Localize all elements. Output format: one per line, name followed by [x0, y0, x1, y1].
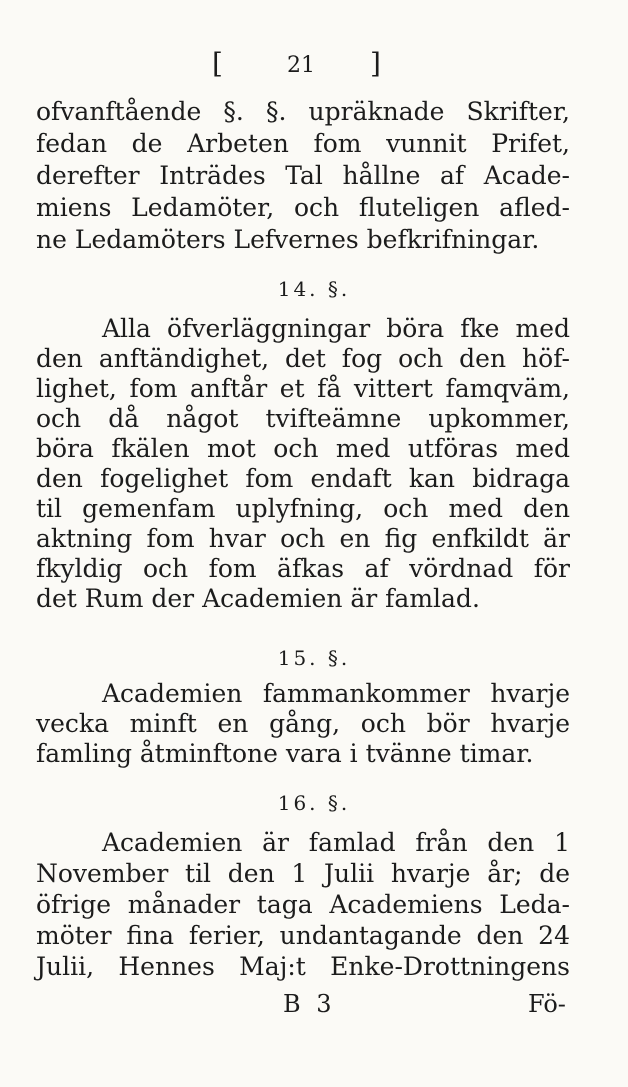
- text-line: ne Ledamöters Lefvernes befkrifningar.: [36, 225, 540, 254]
- text-line: Academien är famlad från den 1: [102, 828, 570, 857]
- text-line: öfrige månader taga Academiens Leda-: [36, 890, 570, 919]
- text-line: aktning fom hvar och en fig enfkildt är: [36, 524, 570, 553]
- text-line: til gemenfam uplyfning, och med den: [36, 494, 570, 523]
- text-line: famling åtminftone vara i tvänne timar.: [36, 739, 534, 768]
- text-line: fedan de Arbeten fom vunnit Prifet,: [36, 129, 570, 158]
- page-number: 21: [287, 53, 315, 78]
- section-heading-16: 16. §.: [277, 791, 351, 815]
- text-line: Julii, Hennes Maj:t Enke-Drottningens: [36, 952, 570, 981]
- text-line: det Rum der Academien är famlad.: [36, 584, 480, 613]
- page-footer: [0, 988, 628, 1022]
- page-header: [0, 44, 628, 84]
- text-line: och då något tvifteämne upkommer,: [36, 404, 570, 433]
- signature-mark: B 3: [283, 990, 336, 1018]
- text-line: fkyldig och fom äfkas af vördnad för: [36, 554, 570, 583]
- text-line: den fogelighet fom endaft kan bidraga: [36, 464, 570, 493]
- header-bracket-right: ]: [370, 47, 381, 80]
- text-line: November til den 1 Julii hvarje år; de: [36, 859, 570, 888]
- text-line: möter fina ferier, undantagande den 24: [36, 921, 570, 950]
- text-line: Alla öfverläggningar böra fke med: [102, 314, 570, 343]
- text-line: Academien fammankommer hvarje: [102, 679, 570, 708]
- section-heading-14: 14. §.: [277, 277, 351, 301]
- text-line: lighet, fom anftår et få vittert famqväm,: [36, 374, 570, 403]
- text-line: ofvanftående §. §. upräknade Skrifter,: [36, 97, 570, 126]
- text-line: miens Ledamöter, och fluteligen afled-: [36, 193, 570, 222]
- text-line: vecka minft en gång, och bör hvarje: [36, 709, 570, 738]
- text-line: derefter Inträdes Tal hållne af Acade-: [36, 161, 570, 190]
- text-line: den anftändighet, det fog och den höf-: [36, 344, 570, 373]
- catchword: Fö-: [528, 990, 566, 1018]
- section-heading-15: 15. §.: [277, 646, 351, 670]
- header-bracket-left: [: [212, 47, 223, 80]
- text-line: böra fkälen mot och med utföras med: [36, 434, 570, 463]
